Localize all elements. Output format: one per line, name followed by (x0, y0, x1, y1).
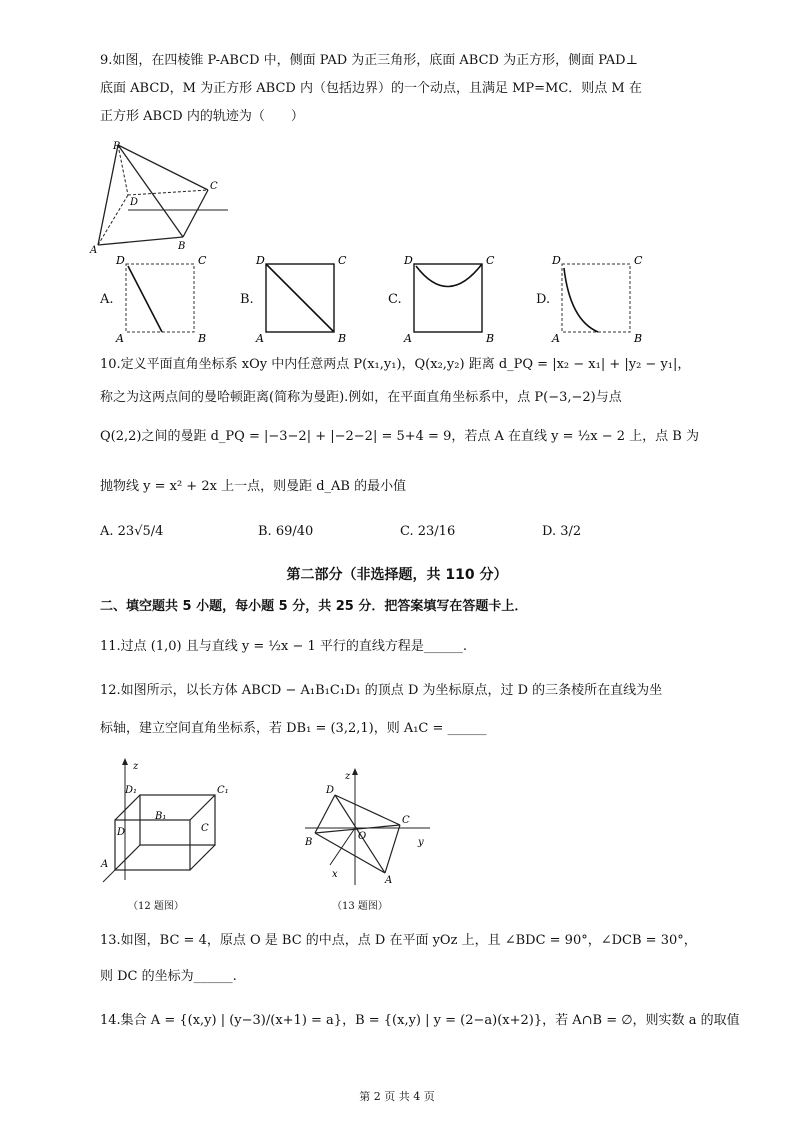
q11-text: 11.过点 (1,0) 且与直线 y = ½x − 1 平行的直线方程是______. (100, 639, 468, 654)
q10-option-c[interactable]: C. 23/16 (400, 524, 456, 539)
q9-option-c-figure (402, 250, 502, 345)
q13-caption: （13 题图） (332, 901, 388, 912)
q9-option-d-label-a: A (552, 332, 560, 345)
q9-option-c-label-d: D (404, 254, 413, 267)
q9-option-c-label-a: A (404, 332, 412, 345)
q9-option-c-letter: C. (388, 292, 402, 307)
q10-text-line-1: 10.定义平面直角坐标系 xOy 中内任意两点 P(x₁,y₁)，Q(x₂,y₂) 距离 d_PQ = |x₂ − x₁| + |y₂ − y₁|， (100, 357, 691, 372)
q12-label-a: A (101, 859, 109, 870)
q9-pyramid-figure (88, 135, 238, 255)
q9-option-d-letter: D. (536, 292, 551, 307)
q9-option-a-figure (114, 250, 214, 345)
section2-instructions: 二、填空题共 5 小题，每小题 5 分，共 25 分．把答案填写在答题卡上． (100, 599, 528, 614)
q9-option-d-label-d: D (552, 254, 561, 267)
q12-caption: （12 题图） (128, 901, 184, 912)
q9-option-d-label-b: B (634, 332, 643, 345)
q9-text-line-1: 9.如图，在四棱锥 P-ABCD 中，侧面 PAD 为正三角形，底面 ABCD 为正方形，侧面 PAD⊥ (100, 53, 638, 68)
q14-text-line-1: 14.集合 A = {(x,y) | (y−3)/(x+1) = a}，B = {(x,y) | y = (2−a)(x+2)}，若 A∩B = ∅，则实数 a 的取值 (100, 1013, 740, 1028)
q9-pyramid-label-p: P (113, 141, 120, 152)
q13-label-o: O (358, 831, 367, 842)
q13-figure (300, 765, 440, 890)
q9-option-a-label-d: D (116, 254, 125, 267)
q9-option-a-label-a: A (116, 332, 124, 345)
q12-label-d1: D₁ (125, 785, 138, 796)
q12-text-line-2: 标轴，建立空间直角坐标系，若 DB₁ = (3,2,1)，则 A₁C = ______ (100, 721, 487, 736)
q10-text-line-2: 称之为这两点间的曼哈顿距离(简称为曼距).例如，在平面直角坐标系中，点 P(−3,−2)与点 (100, 390, 622, 405)
page-footer: 第 2 页 共 4 页 (359, 1090, 435, 1103)
q9-pyramid-label-d: D (130, 197, 139, 208)
q9-option-b-figure (254, 250, 354, 345)
q12-label-b1: B₁ (155, 811, 167, 822)
q12-label-z: z (133, 761, 139, 772)
q13-text-line-2: 则 DC 的坐标为______. (100, 969, 237, 984)
q9-option-c[interactable] (388, 250, 508, 345)
q9-option-b[interactable] (240, 250, 360, 345)
q12-label-d: D (117, 827, 126, 838)
q10-text-line-4: 抛物线 y = x² + 2x 上一点，则曼距 d_AB 的最小值 (100, 479, 407, 494)
q9-pyramid-label-b: B (178, 241, 186, 252)
q9-option-d[interactable] (536, 250, 656, 345)
q9-option-a-letter: A. (100, 292, 114, 307)
q12-cuboid-figure (95, 755, 235, 890)
q10-text-line-3: Q(2,2)之间的曼距 d_PQ = |−3−2| + |−2−2| = 5+4 = 9，若点 A 在直线 y = ½x − 2 上，点 B 为 (100, 429, 699, 444)
q10-option-a[interactable]: A. 23√5/4 (100, 524, 164, 539)
q13-label-y: y (418, 837, 424, 848)
q12-label-c1: C₁ (217, 785, 229, 796)
q9-pyramid-label-c: C (210, 181, 218, 192)
q9-option-a-label-c: C (198, 254, 207, 267)
q13-label-a: A (385, 875, 393, 886)
q9-option-c-label-c: C (486, 254, 495, 267)
q9-option-b-label-d: D (256, 254, 265, 267)
q9-option-d-label-c: C (634, 254, 643, 267)
part2-title: 第二部分（非选择题，共 110 分） (286, 567, 508, 583)
q9-option-b-label-a: A (256, 332, 264, 345)
q9-pyramid-label-a: A (90, 245, 98, 255)
q13-text-line-1: 13.如图，BC = 4，原点 O 是 BC 的中点，点 D 在平面 yOz 上，且 ∠BDC = 90°，∠DCB = 30°， (100, 933, 697, 948)
q13-label-x: x (332, 869, 338, 880)
q9-option-b-label-b: B (338, 332, 347, 345)
q9-option-c-label-b: B (486, 332, 495, 345)
q13-label-d: D (326, 785, 335, 796)
q9-option-b-label-c: C (338, 254, 347, 267)
q9-text-line-3: 正方形 ABCD 内的轨迹为（ ） (100, 109, 304, 124)
q9-option-a[interactable] (100, 250, 220, 345)
q9-option-b-letter: B. (240, 292, 254, 307)
q13-label-b: B (305, 837, 313, 848)
q10-option-d[interactable]: D. 3/2 (542, 524, 582, 539)
q9-text-line-2: 底面 ABCD，M 为正方形 ABCD 内（包括边界）的一个动点，且满足 MP=MC．则点 M 在 (100, 81, 642, 96)
q10-option-b[interactable]: B. 69/40 (258, 524, 314, 539)
q12-label-c: C (201, 823, 209, 834)
q13-label-c: C (402, 815, 410, 826)
q12-text-line-1: 12.如图所示，以长方体 ABCD − A₁B₁C₁D₁ 的顶点 D 为坐标原点，过 D 的三条棱所在直线为坐 (100, 683, 663, 698)
q9-option-a-label-b: B (198, 332, 207, 345)
q9-option-d-figure (550, 250, 650, 345)
q13-label-z: z (345, 771, 351, 782)
